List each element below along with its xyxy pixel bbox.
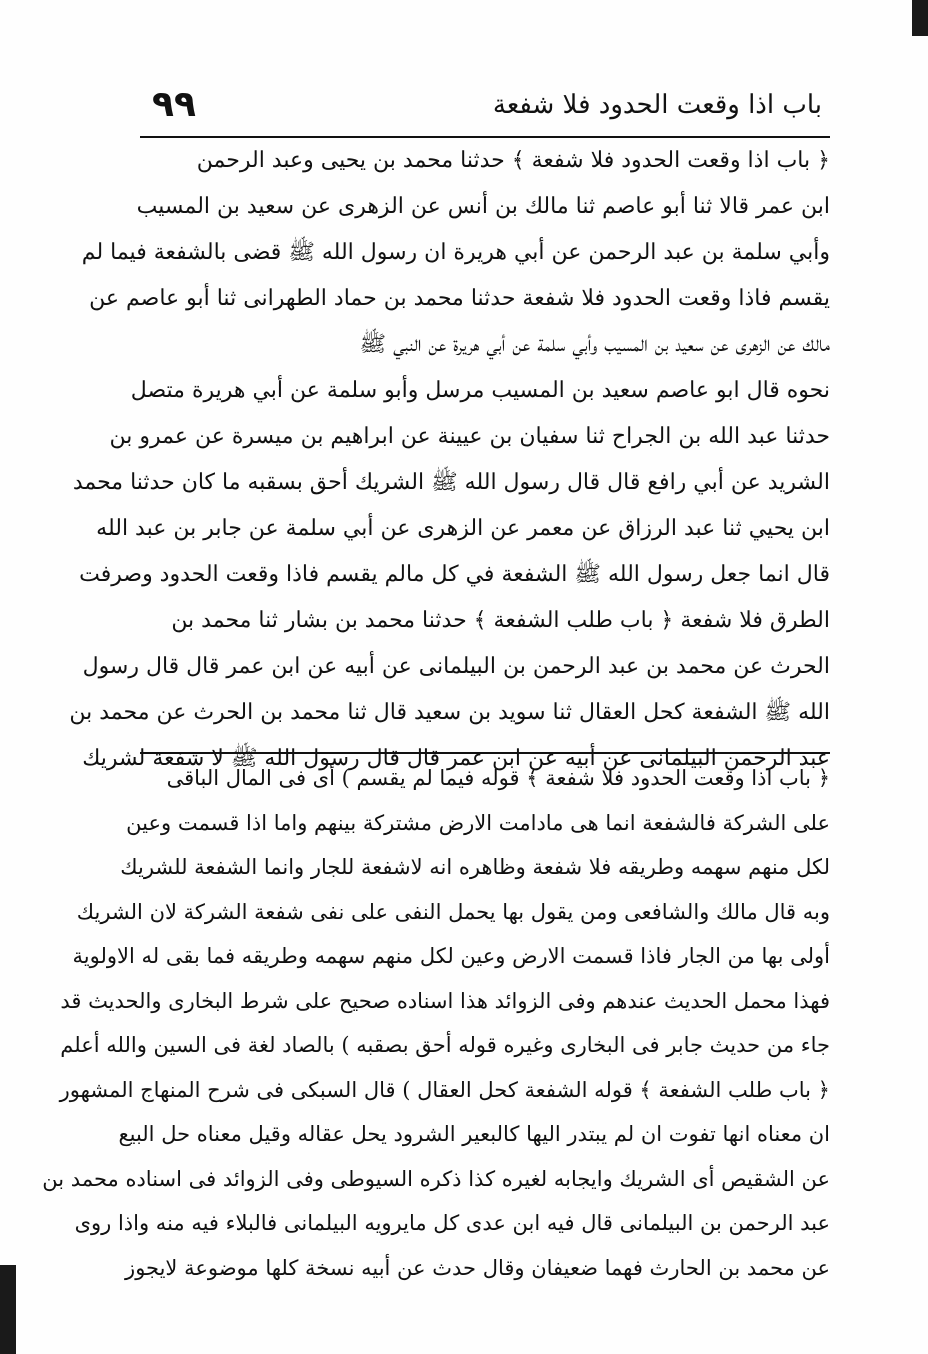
text-line: الله ﷺ الشفعة كحل العقال ثنا سويد بن سعيد قال ثنا محمد بن الحرث عن محمد بن — [69, 700, 830, 725]
commentary-line: عن محمد بن الحارث فهما ضعيفان وقال حدث عن أبيه نسخة كلها موضوعة لايجوز — [125, 1255, 830, 1280]
commentary-line: ﴿ باب اذا وقعت الحدود فلا شفعة ﴾ قوله فيما لم يقسم ) أى فى المال الباقى — [166, 766, 830, 790]
section-divider — [140, 752, 830, 754]
page-number: ٩٩ — [152, 84, 196, 125]
commentary-line: وبه قال مالك والشافعى ومن يقول بها يحمل النفى على نفى شفعة الشركة لان الشريك — [76, 899, 830, 924]
text-line: الطرق فلا شفعة ﴿ باب طلب الشفعة ﴾ حدثنا محمد بن بشار ثنا محمد بن — [171, 608, 830, 633]
commentary-line: جاء من حديث جابر فى البخارى وغيره قوله أحق بصقبه ) بالصاد لغة فى السين والله أعلم — [60, 1033, 830, 1057]
text-line: عبد الرحمن البيلمانى عن أبيه عن ابن عمر قال قال رسول الله ﷺ لا شفعة لشريك — [82, 746, 830, 771]
text-line: الحرث عن محمد بن عبد الرحمن بن البيلمانى عن أبيه عن ابن عمر قال قال رسول — [82, 654, 830, 679]
hadith-text — [69, 138, 830, 782]
text-line: الشريد عن أبي رافع قال قال رسول الله ﷺ الشريك أحق بسقبه ما كان حدثنا محمد — [72, 470, 830, 495]
text-line: نحوه قال ابو عاصم سعيد بن المسيب مرسل وأبو سلمة عن أبي هريرة متصل — [130, 378, 830, 403]
text-line: ﴿ باب اذا وقعت الحدود فلا شفعة ﴾ حدثنا محمد بن يحيى وعبد الرحمن — [196, 148, 830, 173]
scan-binding-shadow — [0, 1265, 16, 1354]
commentary-text — [42, 756, 830, 1290]
commentary-line: لكل منهم سهمه وطريقه فلا شفعة وظاهره انه لاشفعة للجار وانما الشفعة للشريك — [120, 855, 830, 879]
commentary-line: ان معناه انها تفوت ان لم يبتدر اليها كالبعير الشرود يحل عقاله وقيل معناه حل البيع — [118, 1122, 830, 1146]
commentary-line: عن الشقيص أى الشريك وايجابه لغيره كذا ذكره السيوطى وفى الزوائد فى اسناده محمد بن — [42, 1166, 830, 1191]
text-line: مالك عن الزهرى عن سعيد بن المسيب وأبي سلمة عن أبي هريرة عن النبي ﷺ — [359, 332, 830, 357]
commentary-line: على الشركة فالشفعة انما هى مادامت الارض مشتركة بينهم واما اذا قسمت وعين — [126, 810, 830, 835]
scan-corner-mark — [912, 0, 928, 36]
text-line: ابن عمر قالا ثنا أبو عاصم ثنا مالك بن أنس عن الزهرى عن سعيد بن المسيب — [136, 194, 830, 219]
commentary-line: عبد الرحمن بن البيلمانى قال فيه ابن عدى كل مايرويه البيلمانى فالبلاء فيه منه واذا روى — [74, 1211, 830, 1235]
text-line: قال انما جعل رسول الله ﷺ الشفعة في كل مالم يقسم فاذا وقعت الحدود وصرفت — [79, 562, 830, 587]
commentary-line: فهذا محمل الحديث عندهم وفى الزوائد هذا اسناده صحيح على شرط البخارى والحديث قد — [60, 988, 830, 1013]
running-head: باب اذا وقعت الحدود فلا شفعة — [492, 90, 822, 120]
commentary-line: ﴿ باب طلب الشفعة ﴾ قوله الشفعة كحل العقال ) قال السبكى فى شرح المنهاج المشهور — [59, 1077, 830, 1102]
commentary-line: أولى بها من الجار فاذا قسمت الارض وعين لكل منهم سهمه وطريقه فما بقى له الاولوية — [72, 944, 830, 968]
text-line: وأبي سلمة بن عبد الرحمن عن أبي هريرة ان رسول الله ﷺ قضى بالشفعة فيما لم — [81, 240, 830, 265]
text-line: حدثنا عبد الله بن الجراح ثنا سفيان بن عيينة عن ابراهيم بن ميسرة عن عمرو بن — [109, 424, 830, 449]
page-header — [140, 78, 830, 138]
text-line: ابن يحيي ثنا عبد الرزاق عن معمر عن الزهرى عن أبي سلمة عن جابر بن عبد الله — [96, 516, 830, 541]
text-line: يقسم فاذا وقعت الحدود فلا شفعة حدثنا محمد بن حماد الطهرانى ثنا أبو عاصم عن — [89, 286, 830, 311]
